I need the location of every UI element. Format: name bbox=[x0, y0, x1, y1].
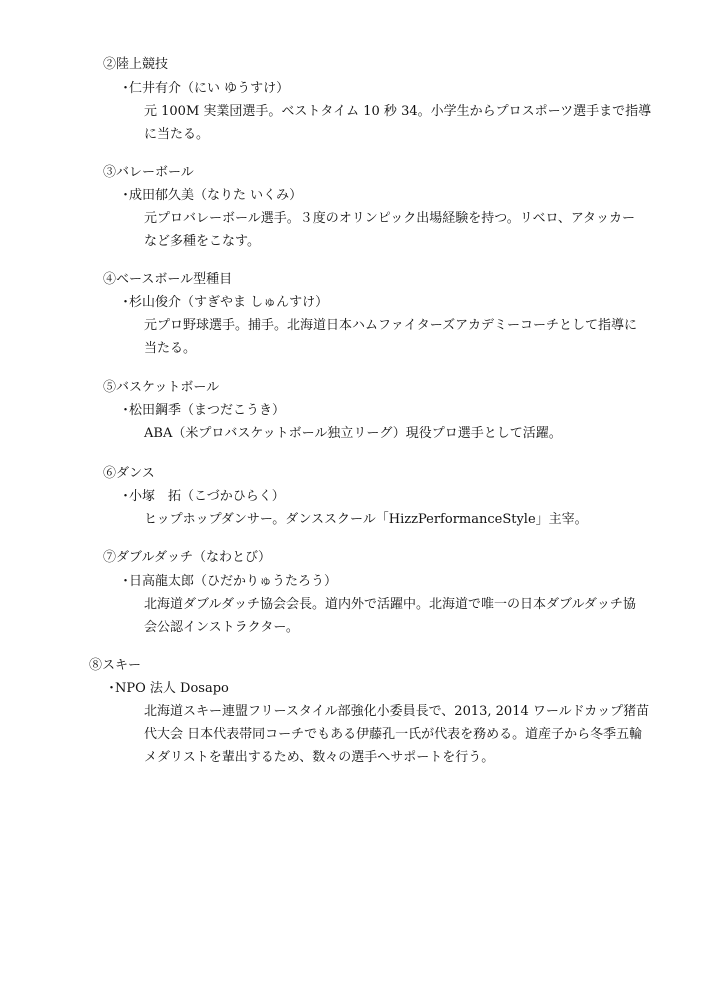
section-heading: ④ベースボール型種目 bbox=[103, 272, 233, 287]
person-name: 成田郁久美（なりた いくみ） bbox=[129, 188, 303, 203]
person-name: 松田鋼季（まつだこうき） bbox=[129, 403, 286, 418]
person-entry bbox=[119, 487, 285, 507]
organization-name: NPO 法人 Dosapo bbox=[115, 681, 229, 696]
person-description bbox=[144, 207, 635, 253]
person-description bbox=[144, 100, 651, 146]
person-entry bbox=[119, 293, 328, 313]
description-line: 北海道ダブルダッチ協会会長。道内外で活躍中。北海道で唯一の日本ダブルダッチ協 bbox=[144, 597, 636, 612]
person-name: 杉山俊介（すぎやま しゅんすけ） bbox=[129, 295, 329, 310]
person-description bbox=[144, 314, 637, 360]
section-heading: ⑥ダンス bbox=[103, 466, 155, 481]
bullet-mark: ・ bbox=[119, 574, 133, 589]
person-description bbox=[144, 508, 588, 531]
description-line: ABA（米プロバスケットボール独立リーグ）現役プロ選手として活躍。 bbox=[144, 426, 562, 441]
description-line: に当たる。 bbox=[144, 127, 210, 142]
description-line: 元プロ野球選手。捕手。北海道日本ハムファイターズアカデミーコーチとして指導に bbox=[144, 318, 637, 333]
bullet-mark: ・ bbox=[119, 489, 133, 504]
description-line: ヒップホップダンサー。ダンススクール「HizzPerformanceStyle」主宰。 bbox=[144, 512, 588, 527]
section-heading: ⑤バスケットボール bbox=[103, 380, 220, 395]
description-line: 会公認インストラクター。 bbox=[144, 620, 299, 635]
bullet-mark: ・ bbox=[105, 681, 119, 696]
section-heading: ⑦ダブルダッチ（なわとび） bbox=[103, 550, 271, 565]
person-entry bbox=[105, 679, 229, 699]
description-line: 元 100M 実業団選手。ベストタイム 10 秒 34。小学生からプロスポーツ選手まで指導 bbox=[144, 104, 652, 119]
bullet-mark: ・ bbox=[119, 81, 133, 96]
person-entry bbox=[119, 572, 337, 592]
description-line: 元プロバレーボール選手。３度のオリンピック出場経験を持つ。リベロ、アタッカー bbox=[144, 211, 636, 226]
person-name: 小塚 拓（こづかひらく） bbox=[129, 489, 285, 504]
person-description bbox=[144, 700, 649, 769]
person-entry bbox=[119, 401, 285, 421]
bullet-mark: ・ bbox=[119, 188, 133, 203]
description-line: 当たる。 bbox=[144, 341, 197, 356]
person-entry bbox=[119, 186, 302, 206]
section-heading: ②陸上競技 bbox=[103, 57, 169, 72]
person-description bbox=[144, 422, 562, 445]
description-line: 代大会 日本代表帯同コーチでもある伊藤孔一氏が代表を務める。道産子から冬季五輪 bbox=[144, 727, 643, 742]
description-line: 北海道スキー連盟フリースタイル部強化小委員長で、2013, 2014 ワールドカップ猪苗 bbox=[144, 704, 650, 719]
description-line: メダリストを輩出するため、数々の選手へサポートを行う。 bbox=[144, 750, 495, 765]
bullet-mark: ・ bbox=[119, 295, 133, 310]
description-line: など多種をこなす。 bbox=[144, 234, 260, 249]
section-heading: ③バレーボール bbox=[103, 165, 194, 180]
person-name: 仁井有介（にい ゆうすけ） bbox=[129, 81, 290, 96]
person-description bbox=[144, 593, 636, 639]
bullet-mark: ・ bbox=[119, 403, 133, 418]
section-heading: ⑧スキー bbox=[89, 658, 142, 673]
person-entry bbox=[119, 79, 289, 99]
person-name: 日高龍太郎（ひだかりゅうたろう） bbox=[129, 574, 338, 589]
